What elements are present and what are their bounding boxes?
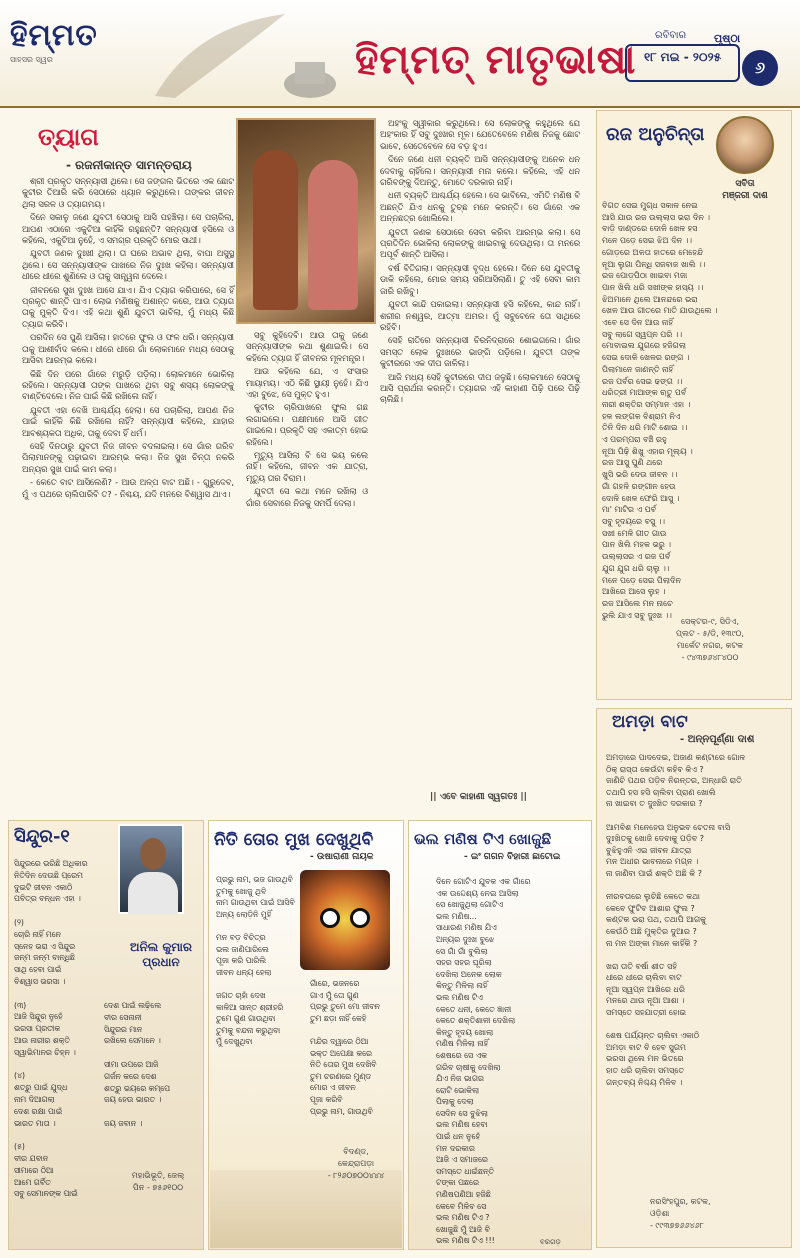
poem-line: ଭରସା ପ୍ରତୀକ bbox=[14, 1024, 61, 1034]
poem-line: ଭକ୍ତ ଅପେକ୍ଷା କରେ bbox=[310, 1048, 372, 1058]
poem-address-raja bbox=[640, 616, 780, 664]
poem-line: ଗାଏ ମୁଁ ତୋ ଗୁଣ bbox=[310, 990, 359, 1000]
story-paragraph: - କେତେ ବାଟ ଆସିଲେଣି? - ଆଉ ଅଳ୍ପ ବାଟ ଅଛି। - ଗୁରୁଦେବ, ମୁଁ ଏ ପଥରେ ଚାଲିପାରିବି ତ? - ନିଶ୍ଚୟ, ଯଦି ମନରେ ବିଶ୍ୱାସ ଥାଏ। bbox=[22, 477, 234, 499]
poem-line: (୨) bbox=[14, 917, 24, 927]
poem-line: ଶତ୍ରୁ ପାଇଁ ଯୁଦ୍ଧ bbox=[14, 1083, 68, 1093]
poem-line: ପୂଜା କରିବି bbox=[310, 1094, 343, 1104]
poem-line: ବିଗତ ସେଇ ମୁଗ୍ଧ ସକାଳ ନେଇ bbox=[602, 201, 698, 210]
story-paragraph: ଅହଂକୁ ସ୍ୱୀକାର କରୁଥିଲେ। ସେ ଲୋକଙ୍କୁ କହୁଥିଲେ ଯେ ଅହଂକାର ହିଁ ସବୁ ଦୁଃଖର ମୂଳ। ଯେତେବେଳେ ମଣିଷ ନିଜକୁ ଛୋଟ ଭାବେ, ସେତେବେଳେ ସେ ବଡ଼ ହୁଏ। bbox=[380, 118, 580, 151]
poem-body-niti-1 bbox=[216, 874, 306, 1074]
poem-line: ଏକ ଉଦ୍ଦେଶ୍ୟ ନେଇ ଆସିଲା bbox=[436, 888, 519, 898]
deity-eye-left bbox=[320, 908, 340, 928]
poem-line: ଉଲ୍ଲାସର ଏ ରଜ ପର୍ବ bbox=[602, 552, 671, 562]
story-title: ତ୍ୟାଗ bbox=[38, 122, 99, 151]
story-paragraph: ଆଉ କହିଲେ ଯେ, ଏ ସଂସାର ମାୟାମୟ। ଏଠି କିଛି ସ୍ଥାୟୀ ନୁହେଁ। ଯିଏ ଏହା ବୁଝେ, ସେ ମୁକ୍ତ ହୁଏ। bbox=[246, 366, 368, 400]
poem-line: ଖୋଜୁଛି ମୁଁ ଆଜି ବି bbox=[436, 1224, 491, 1234]
poem-line: ପାନ ଖିଲି ଧରି ସଖୀଙ୍କ ହାସ୍ୟ ।। bbox=[602, 282, 704, 292]
poem-line: ମନରେ ଥାଉ ନୂଆ ଆଶା । bbox=[606, 996, 685, 1006]
poem-line: ବିଦଣ୍ଡ, bbox=[343, 1147, 369, 1156]
poem-line: ମହାଭିଭୂତି, ଜେଲ୍ bbox=[131, 1171, 185, 1180]
poem-title-bhala: ଭଲ ମଣିଷ ଟିଏ ଖୋଜୁଛି bbox=[414, 830, 552, 848]
story-paragraph: ଦିନେ ଜଣେ ଧନୀ ବ୍ୟକ୍ତି ଆସି ସନ୍ନ୍ୟାସୀଙ୍କୁ ଅନେକ ଧନ ଦେବାକୁ ଚାହିଁଲେ। ସନ୍ନ୍ୟାସୀ ମନା କଲେ। କହିଲେ, ଏହି ଧନ ଗରିବଙ୍କୁ ଦିଅନ୍ତୁ, ମୋତେ ଦରକାର ନାହିଁ। bbox=[380, 154, 580, 188]
poem-line: ତିନି ଦିନ ଧରି ମାଟି ଶୋଇ ।। bbox=[602, 423, 688, 433]
story-column-1 bbox=[22, 176, 234, 816]
poem-line: ଶେଷ ପର୍ଯ୍ୟନ୍ତ ଚାଲିବା ଏକାଠି bbox=[606, 1031, 700, 1041]
photo-body bbox=[128, 872, 178, 914]
author-name: ମଞ୍ଜରୀ ଦାଶ bbox=[722, 191, 768, 201]
poem-line: (୪) bbox=[14, 1071, 26, 1081]
story-paragraph: ଦିନେ ସକାଳୁ ଜଣେ ଯୁବତୀ ସେଠାକୁ ଆସି ପହଞ୍ଚିଲା। ସେ ପଚାରିଲା, ଆପଣ ଏଠାରେ ଏକୁଟିଆ କାହିଁକି ରହୁଛନ୍ତି? ସନ୍ନ୍ୟାସୀ ହସିଲେ ଓ କହିଲେ, ଏକୁଟିଆ ନୁହେଁ, ଏ ସମଗ୍ର ପ୍ରକୃତି ମୋର ସାଥୀ। bbox=[22, 212, 234, 246]
poem-line: କେବେ ମିଳିବ ସେ bbox=[436, 1201, 487, 1211]
poem-line: ମୋବାଇଲ ଯୁଗରେ ହଜିଗଲା bbox=[602, 341, 686, 351]
poem-line: ଅନ୍ୟର ଦୁଃଖ ବୁଝେ bbox=[436, 934, 495, 944]
story-end-note: || ଏବେ କାହାଣୀ ସ୍ୱଗତଃ || bbox=[430, 792, 527, 802]
poem-line: ମନ ଦରକାର bbox=[436, 1143, 475, 1153]
poem-line: ଓଡ଼ିଶା bbox=[650, 1209, 670, 1218]
poem-line: ଗୋଡ଼ରେ ଅଳତା ହାତରେ ମେହେନ୍ଦି bbox=[602, 247, 704, 257]
poem-line bbox=[606, 949, 786, 961]
poem-line: ମାର୍କେଟ ନଗର, କଟକ bbox=[677, 641, 743, 650]
poem-line: ଭାରତ ମାତା । bbox=[14, 1118, 56, 1128]
poem-line: ଗନ୍ତବ୍ୟ ନିଶ୍ଚୟ ମିଳିବ । bbox=[606, 1077, 683, 1087]
poem-line: ଆଜି ଏ ସମାଜରେ bbox=[436, 1155, 488, 1165]
poem-line: କିନ୍ତୁ ମିଳିଲା ନାହିଁ bbox=[436, 981, 488, 991]
story-paragraph: ସେହି ରାତିରେ ସନ୍ନ୍ୟାସୀ ଚିରନିଦ୍ରାରେ ଶୋଇଗଲେ। ଗାଁର ସମସ୍ତ ଲୋକ ଦୁଃଖରେ ଭାଙ୍ଗି ପଡ଼ିଲେ। ଯୁବତୀ ତାଙ୍କ କୁଟୀରରେ ଏକ ଦୀପ ଜାଳିଲା। bbox=[380, 335, 580, 369]
poem-line bbox=[14, 1129, 114, 1141]
quill-inkpot-illustration bbox=[135, 6, 355, 102]
poem-line: ଯୁଗ ଯୁଗ ଧରି ଚାଲୁ ।। bbox=[602, 563, 670, 573]
poem-line: ତଥାପି ହସ ହସି ଚାଲିବା ପ୍ରାଣ ଖୋଲି bbox=[606, 787, 716, 797]
poem-line: ସଖୀ ମେଳି ଗୀତ ଗାଉ bbox=[602, 528, 667, 538]
poem-line: ଗରିବ ଚାଷୀକୁ ଦେଖିଲା bbox=[436, 1062, 501, 1072]
poem-line: ବୀର ସେନାନୀ bbox=[104, 1012, 142, 1022]
story-paragraph: କୁଟୀର ଚାରିପାଖରେ ଫୁଲ ଗଛ ଲଗାଇଲେ। ପକ୍ଷୀମାନେ ଆସି ଗୀତ ଗାଇଲେ। ପ୍ରକୃତି ସହ ଏକାତ୍ମ ହୋଇ ରହିଲେ। bbox=[246, 402, 368, 447]
poem-body-ama bbox=[606, 752, 786, 1172]
poem-line: ପବିତ୍ର ବନ୍ଧନ ଏହା । bbox=[14, 894, 81, 904]
poem-line: ବୀର ଯବାନ bbox=[14, 1153, 49, 1163]
poem-line: କେଉଁଠି ଅଛି ମୁକ୍ତିର ଦୁଆର ? bbox=[606, 926, 697, 936]
poem-line: ଝିଅମାନେ ଥିଲେ ଆନନ୍ଦରେ ଭରା bbox=[602, 294, 698, 304]
logo-wordmark: ହିମ୍ମତ bbox=[10, 18, 98, 53]
poem-line: ମଣିଷପଣିଆ ହଜିଛି bbox=[436, 1190, 491, 1200]
poem-title-raja: ରଜ ଅନୁଚିନ୍ତା bbox=[606, 124, 705, 145]
author-photo-raja bbox=[716, 116, 774, 174]
poem-line: ନୀରବତାରେ ଲୁଚିଛି କେତେ କଥା bbox=[606, 892, 700, 902]
page-label: ପୃଷ୍ଠା bbox=[714, 32, 741, 45]
poem-author-raja bbox=[700, 178, 790, 202]
poem-line: ଗାଁରେ, ଭଜନରେ bbox=[310, 979, 360, 988]
section-banner-title: ହିମ୍ମତ୍ ମାତୃଭାଷା bbox=[355, 36, 637, 83]
poem-author-bhala: - ଇଂ ଗଗନ ବିହାରୀ ଛାଟୋଇ bbox=[464, 852, 561, 862]
poem-line: ତୁମ ଛଡ଼ା ନାହିଁ କେହି bbox=[310, 1013, 367, 1023]
poem-address-sindura bbox=[118, 1170, 198, 1194]
poem-line: ସବୁ ହୃଦୟରେ ବସୁ ।। bbox=[602, 516, 666, 526]
poem-line bbox=[104, 1047, 200, 1059]
poem-line: ବାଡ଼ି ଦାଣ୍ଡରେ ଦୋଳି ଖେଳ ହସ bbox=[602, 224, 698, 234]
woman-figure bbox=[308, 160, 358, 310]
author-name-line1: ଅନିଲ କୁମାର bbox=[129, 940, 193, 954]
story-paragraph: ଯୁବତୀ ଜଣକ ସେଠାରେ ସେବା କରିବା ଆରମ୍ଭ କଲା। ସେ ପ୍ରତିଦିନ ଭୋକିଲା ଲୋକଙ୍କୁ ଖାଇବାକୁ ଦେଉଥିଲା। ତା ମନରେ ଅପୂର୍ବ ଶାନ୍ତି ଆସିଲା। bbox=[380, 226, 580, 260]
poem-line: ମନ ବଡ଼ ବିଚିତ୍ର bbox=[216, 932, 266, 942]
poem-line: ହଳ ଲଙ୍ଗଳ ବିଶ୍ରାମ ନିଏ bbox=[602, 411, 681, 421]
poem-line: ଦେଶ ପାଇଁ ଲଢ଼ିଲେ bbox=[104, 1001, 161, 1010]
poem-line: ଜାଣିଚି ପଥର ପଡ଼ିବ ନିରନ୍ତର, ଅନ୍ଧାରି ରାତି bbox=[606, 776, 742, 786]
poem-line: ନାମ ଦିଆଗଲା bbox=[14, 1094, 55, 1104]
poem-line: ହାତ ଧରି ଚାଲିବା ସମସ୍ତେ bbox=[606, 1066, 685, 1076]
poem-line: ରଜ ପର୍ବର ସେଇ ଢଙ୍ଗ ।। bbox=[602, 376, 683, 386]
poem-line: ଜୀବନ ଧନ୍ୟ ହେଲା bbox=[216, 967, 272, 977]
poem-line: ସହର ସହର ଘୂରିଲା bbox=[436, 958, 492, 968]
poem-line: ଦୁଃଖିତକୁ ଖୋଜି ଦେବାକୁ ପଡ଼ିବ ? bbox=[606, 834, 705, 844]
poem-line: ସେଇ ଦୋଳି ଖେଳର ରଙ୍ଗ । bbox=[602, 353, 690, 363]
logo-tagline: ସାହସର ସ୍ୱର bbox=[10, 55, 53, 64]
poem-line: ବିଶ୍ୱାସ ଭରସା । bbox=[14, 976, 66, 986]
poem-line: ନା ଖାଇବା ତ ଦୁଃଖିତ ଦରକାର ? bbox=[606, 799, 703, 809]
poem-line: ମନ୍ଦିର ଦ୍ୱାରେ ଠିଆ bbox=[310, 1036, 369, 1046]
poem-line: ଭଲ ମଣିଷ ଟିଏ !!! bbox=[436, 1236, 495, 1246]
jagannath-image bbox=[300, 870, 390, 970]
poem-line: (୩) bbox=[14, 1000, 27, 1010]
photo-face bbox=[140, 838, 166, 870]
poem-line: ସମସ୍ତେ ଧାଇଁଛନ୍ତି bbox=[436, 1166, 495, 1176]
story-column-3 bbox=[380, 118, 580, 808]
poem-line: ପିଲାକୁ ଦେଲା bbox=[436, 1097, 474, 1107]
poem-line: ନିତିଦିନ ଦେଉଛି ପ୍ରେମ bbox=[14, 870, 83, 880]
poem-title-ama: ଅମଡ଼ା ବାଟ bbox=[612, 712, 688, 732]
poem-line: କେତେ ଶକ୍ତିଶାଳୀ ଦେଖିଲା bbox=[436, 1016, 516, 1026]
poem-line: ନାରୀ ଶକ୍ତିର ସମ୍ମାନ ଏହା । bbox=[602, 399, 691, 409]
poem-line: ତୁମକୁ ଖୋଜୁ ଥିବି bbox=[216, 886, 267, 896]
poem-line: - ୯୯୩୭୭୬୬୪୬୮ bbox=[650, 1221, 704, 1230]
poem-line: ପୂଜା କରି ପାରିଲି bbox=[216, 956, 266, 966]
poem-line: ଆମବିଶ ମନେହେଉ ଅନୁଭବ ଚେତନା ବାସି bbox=[606, 822, 731, 832]
poem-line: ସବୁ ଲାଗେ ସ୍ୱପ୍ନ ପରି ।। bbox=[602, 329, 683, 339]
poem-body-sindura bbox=[14, 858, 114, 1238]
poem-line: ପିନ - ୭୫୬୧୦୦ bbox=[132, 1183, 184, 1192]
poem-line: ଗର୍ଜନ କରେ ଦେଶ bbox=[104, 1071, 157, 1081]
poem-line bbox=[104, 1106, 200, 1118]
poem-line: ପ୍ରଭୁ ନାମ, ଭଜ ଗାଉଥିବି bbox=[216, 875, 293, 884]
story-paragraph: ପରଦିନ ସେ ପୁଣି ଆସିଲା। ହାତରେ ଫୁଲ ଓ ଫଳ ଧରି। ସନ୍ନ୍ୟାସୀ ତାକୁ ଆଶୀର୍ବାଦ କଲେ। ଧୀରେ ଧୀରେ ଗାଁ ଲୋକମାନେ ମଧ୍ୟ ସେଠାକୁ ଆସିବା ଆରମ୍ଭ କଲେ। bbox=[22, 332, 234, 366]
poem-line: ଦେଖିଲା ଅନେକ ଲୋକ bbox=[436, 969, 502, 979]
poem-title-sindura: ସିନ୍ଦୁର-୧ bbox=[14, 826, 70, 847]
poem-author-ama: - ଅନ୍ନପୂର୍ଣ୍ଣା ଦାଶ bbox=[680, 734, 755, 745]
poem-line: ସମସ୍ତେ ସହଯାତ୍ରୀ ହୋଇ bbox=[606, 1008, 687, 1018]
story-paragraph: ସେହି ଦିନଠାରୁ ଯୁବତୀ ନିଜ ଜୀବନ ବଦଳାଇଲା। ସେ ଗାଁର ଗରିବ ପିଲାମାନଙ୍କୁ ପଢ଼ାଇବା ଆରମ୍ଭ କଲା। ନିଜ ସୁଖ ଚିନ୍ତା ନକରି ଅନ୍ୟର ସୁଖ ପାଇଁ କାମ କଲା। bbox=[22, 440, 234, 474]
poem-body-niti-2 bbox=[310, 978, 400, 1148]
poem-author-sindura bbox=[118, 940, 204, 970]
poem-line bbox=[606, 1019, 786, 1031]
issue-day: ରବିବାର bbox=[655, 30, 687, 41]
story-paragraph: କିଛି ଦିନ ପରେ ଗାଁରେ ମରୁଡ଼ି ପଡ଼ିଲା। ଲୋକମାନେ ଭୋକିଲା ରହିଲେ। ସନ୍ନ୍ୟାସୀ ତାଙ୍କ ପାଖରେ ଥିବା ସବୁ ଶସ୍ୟ ଲୋକଙ୍କୁ ବାଣ୍ଟିଦେଲେ। ନିଜ ପାଇଁ କିଛି ରଖିଲେ ନାହିଁ। bbox=[22, 368, 234, 402]
issue-date: ୧୮ ମଇ - ୨୦୨୫ bbox=[643, 50, 722, 64]
poem-line: ସୀମାରେ ଠିଆ bbox=[14, 1165, 54, 1175]
poem-line bbox=[216, 978, 306, 990]
poem-line: ସେକ୍ଟର-୯, ସିଡିଏ, bbox=[680, 617, 739, 626]
poem-line: ଧରିତ୍ରୀ ମାଆଙ୍କ ଋତୁ ପର୍ବ bbox=[602, 388, 687, 398]
poem-line: ପ୍ରଭୁ ତୁମେ ମୋ ଜୀବନ bbox=[310, 1002, 380, 1012]
poem-body-sindura-2 bbox=[104, 1000, 200, 1170]
poem-line: ଭୁଲି ଯାଏ ସବୁ ଦୁଃଖ ।। bbox=[602, 610, 672, 620]
poem-line: ନୂଆ ପିଢ଼ି ଶିଖୁ ଏହାର ମୂଲ୍ୟ । bbox=[602, 446, 693, 456]
poem-line: ପ୍ଲଟ - ୫/ଡି, ୧୩୯୦, bbox=[676, 629, 744, 638]
story-paragraph: ଧନୀ ବ୍ୟକ୍ତି ଆଶ୍ଚର୍ଯ୍ୟ ହେଲେ। ସେ ଭାବିଲେ, ଏମିତି ମଣିଷ ବି ଅଛନ୍ତି ଯିଏ ଧନକୁ ତୁଚ୍ଛ ମନେ କରନ୍ତି। ସେ ଗାଁରେ ଏକ ଅନ୍ନଛତ୍ର ଖୋଲିଲେ। bbox=[380, 190, 580, 224]
poem-address-ama bbox=[650, 1196, 711, 1232]
poem-line: ଠିକ୍ ରାସ୍ତା କେଉଁଟା କହିବ କିଏ ? bbox=[606, 764, 704, 774]
poem-line: ଦୋଳି ଖେଳ ଫେରି ଆସୁ । bbox=[602, 493, 680, 503]
poem-title-niti: ନିତି ତୋର ମୁଖ ଦେଖୁଥିବି bbox=[214, 830, 374, 850]
poem-line: ଅମଡ଼ାରେ ପାଦଦେଇ, ଅଜାଣ କଣ୍ଟାରେ ଗୋଳ bbox=[606, 753, 746, 762]
deity-eye-right bbox=[350, 908, 370, 928]
poem-line: ନରସିଂହପୁର, କଟକ, bbox=[650, 1197, 711, 1206]
poem-line: ମନ ଅଧୀର ଭାବନାରେ ମଗ୍ନ । bbox=[606, 857, 699, 867]
poem-line: ଗାଁ ଗହଳି ରଙ୍ଗୀନ ହେଉ bbox=[602, 481, 676, 491]
poem-line: ଜଗତ ଚାହାଁ ଦେଖ bbox=[216, 990, 266, 1000]
poem-line: ସେ ଗାଁ ଗାଁ ବୁଲିଲା bbox=[436, 946, 488, 956]
poem-line: ଚୋରି ନାହିଁ ମନେ bbox=[14, 929, 61, 939]
poem-line: ଭଲ ଜାଣିପାରିଲେ bbox=[216, 944, 269, 954]
issue-date-box bbox=[625, 44, 740, 82]
poem-line: ନାମ ଗାଉଥିବା ପାଇଁ ଆସିବି bbox=[216, 898, 295, 908]
story-paragraph: ବର୍ଷ ବିତିଗଲା। ସନ୍ନ୍ୟାସୀ ବୃଦ୍ଧ ହେଲେ। ଦିନେ ସେ ଯୁବତୀକୁ ଡାକି କହିଲେ, ମୋର ସମୟ ସରିଆସିଲାଣି। ତୁ ଏହି ସେବା କାମ ଜାରି ରଖିବୁ। bbox=[380, 262, 580, 296]
poem-line: ତୁମକୁ ବନ୍ଦନା କରୁଥିବା bbox=[216, 1025, 281, 1035]
publication-logo[interactable] bbox=[10, 18, 130, 78]
poem-line: ମନେ ପଡ଼େ ସେଇ ପିଲାଦିନ bbox=[602, 575, 682, 585]
poem-line: ଭଲ ମଣିଷ ଟିଏ ? bbox=[436, 1213, 490, 1223]
poem-address-niti bbox=[314, 1146, 398, 1182]
author-photo-sindura bbox=[118, 824, 184, 914]
poem-line: କେବେ ଫୁଟିବ ଆଶାର ଫୁଲ ? bbox=[606, 903, 695, 913]
poem-line: ସାଧାରଣ ମଣିଷ ଯିଏ bbox=[436, 923, 497, 933]
poem-line: ନା ମନ ଅଙ୍କା ମାନେ କାହିଁକି ? bbox=[606, 938, 698, 948]
poem-line bbox=[14, 988, 114, 1000]
poem-line: ସିନ୍ଦୁରରେ ଭରିଛି ଅଧିକାର bbox=[14, 859, 88, 868]
poem-line: ସେଦିନ ସେ ବୁଝିଲା bbox=[436, 1108, 488, 1118]
poem-line: ରଜ ପୋଡ଼ପିଠା ଖାଇବା ମଜା bbox=[602, 271, 688, 281]
story-paragraph: ଯୁବତୀ ଜଣକ ଦୁଃଖୀ ଥିଲା। ତା ଘରେ ଅଭାବ ଥିଲା, ବାପା ଅସୁସ୍ଥ ଥିଲେ। ସେ ସନ୍ନ୍ୟାସୀଙ୍କ ପାଖରେ ନିଜ ଦୁଃଖ କହିଲା। ସନ୍ନ୍ୟାସୀ ଧୀରେ ଧୀରେ ଶୁଣିଲେ ଓ ତାକୁ ସାନ୍ତ୍ୱନା ଦେଲେ। bbox=[22, 248, 234, 282]
poem-line: ତୁମେ ଗୁଣ ଗାଉଥିବା bbox=[216, 1014, 276, 1024]
author-name-line2: ପ୍ରଧାନ bbox=[142, 955, 180, 969]
poem-line: ଏ ପରମ୍ପରା ବଞ୍ଚି ରହୁ bbox=[602, 435, 667, 445]
poem-line: ତୁମ ଚରଣରେ ମୁଣ୍ଡ bbox=[310, 1071, 372, 1081]
poem-line: ଦିନେ ଗୋଟିଏ ଯୁବକ ଏକ ଗାଁରେ bbox=[436, 877, 531, 886]
poem-line: ଖୁସି ଭରି ଦେଉ ଜୀବନ ।। bbox=[602, 470, 678, 480]
poem-line: ଦୁଇଟି ଜୀବନ ଏକାଠି bbox=[14, 882, 73, 892]
poem-line: - ୯୪୩୭୬୪୮୪୦୦ bbox=[681, 653, 739, 662]
poem-line: ସେ ଖୋଜୁଥିଲା ଗୋଟିଏ bbox=[436, 900, 503, 910]
poem-line: ଆଉ ନାରୀର ଶକ୍ତି bbox=[14, 1035, 70, 1045]
poem-line bbox=[14, 905, 114, 917]
poem-line: ମଣିଷ ମିଳିଲା ନାହିଁ bbox=[436, 1039, 489, 1049]
poem-line: କେତେ ଧନୀ, କେତେ ଜ୍ଞାନୀ bbox=[436, 1004, 512, 1014]
poem-line: ଟଙ୍କା ପଛରେ bbox=[436, 1178, 479, 1188]
poem-line: ସିନ୍ଦୁରର ମାନ bbox=[104, 1024, 143, 1034]
page-number-badge: ୬ bbox=[742, 50, 778, 86]
poem-line: ନୂଆ ସ୍ୱପ୍ନ ଆଖିରେ ଧରି bbox=[606, 984, 685, 994]
poem-line: ଜୟ ଜବାନ । bbox=[104, 1118, 143, 1128]
poem-line: ଶତ୍ରୁ ଭୟରେ କମ୍ପେ bbox=[104, 1083, 170, 1093]
poem-line: ରୋଟି ଭୋକିଲା bbox=[436, 1085, 480, 1095]
poem-line: ରଜ ଆସୁ ପୁଣି ଥରେ bbox=[602, 458, 663, 468]
poem-line: ଶେଷରେ ସେ ଏକ bbox=[436, 1050, 488, 1060]
story-column-2 bbox=[246, 330, 368, 810]
poem-line: କାଳିଆ ସାନ୍ତ ଶ୍ରୀହରି bbox=[216, 1002, 284, 1012]
author-label: ସବିତା bbox=[735, 179, 755, 189]
story-paragraph: ଯୁବତୀ ଏହା ଦେଖି ଆଶ୍ଚର୍ଯ୍ୟ ହେଲା। ସେ ପଚାରିଲା, ଆପଣ ନିଜ ପାଇଁ କାହିଁକି କିଛି ରଖିଲେ ନାହିଁ? ସନ୍ନ୍ୟାସୀ କହିଲେ, ଯାହାର ଆବଶ୍ୟକତା ଅଧିକ, ତାକୁ ଦେବା ହିଁ ଧର୍ମ। bbox=[22, 404, 234, 438]
poem-line: ରଜ ଆସିଲେ ମନ ନାଚେ bbox=[602, 598, 673, 608]
story-author: - ରଜନୀକାନ୍ତ ସାମନ୍ତରାୟ bbox=[66, 158, 192, 172]
poem-line: ଭଲ ମଣିଷ ଟିଏ bbox=[436, 992, 483, 1002]
poem-line: ଆଖିରେ ଆସେ ଲୁହ । bbox=[602, 587, 666, 597]
story-paragraph: ଯୁବତୀ କାନ୍ଦି ପକାଇଲା। ସନ୍ନ୍ୟାସୀ ହସି କହିଲେ, କାନ୍ଦ ନାହିଁ। ଶରୀର ନଶ୍ୱର, ଆତ୍ମା ଅମର। ମୁଁ ସବୁବେଳେ ତୋ ସାଥିରେ ରହିବି। bbox=[380, 299, 580, 332]
poem-line: ନା ଜାଣିବା ପାଇଁ ଶକ୍ତି ଅଛି କି ? bbox=[606, 868, 702, 878]
poem-line: କିନ୍ତୁ ହୃଦୟ ଖୋଲା bbox=[436, 1027, 494, 1037]
story-paragraph: ଶ୍ରୀ ପ୍ରକୃତ ସନ୍ନ୍ୟାସୀ ଥିଲେ। ସେ ଜଙ୍ଗଲ ଭିତରେ ଏକ ଛୋଟ କୁଟୀର ତିଆରି କରି ସେଠାରେ ଧ୍ୟାନ କରୁଥିଲେ। ତାଙ୍କର ଜୀବନ ଥିଲା ସରଳ ଓ ତ୍ୟାଗମୟ। bbox=[22, 176, 234, 209]
poem-line: ଆସି ଯାଉ ରଜ ଉଲ୍ଲାସ ଭରା ଦିନ । bbox=[602, 212, 710, 222]
poem-line: ଭଲ ମଣିଷ ହେବା bbox=[436, 1120, 488, 1130]
poem-line: ଧୀରେ ଧୀରେ ଚାଲିବା ବାଟ bbox=[606, 973, 682, 983]
story-paragraph: ସବୁ କୁହିଦେବି। ଆଉ ତାକୁ ଜଣେ ସନ୍ନ୍ୟାସୀଙ୍କ କଥା ଶୁଣାଇଲି। ସେ କହିଲେ ତ୍ୟାଗ ହିଁ ଜୀବନର ମୂଳମନ୍ତ୍ର। bbox=[246, 330, 368, 363]
poem-line: କେନ୍ଦ୍ରାପଡ଼ା bbox=[337, 1159, 375, 1168]
poem-line bbox=[606, 880, 786, 892]
story-paragraph: ଜୀବନରେ ସୁଖ ଦୁଃଖ ଆସେ ଯାଏ। ଯିଏ ତ୍ୟାଗ କରିପାରେ, ସେ ହିଁ ପ୍ରକୃତ ଶାନ୍ତି ପାଏ। ଲୋଭ ମଣିଷକୁ ଅଶାନ୍ତ କରେ, ଆଉ ତ୍ୟାଗ ତାକୁ ମୁକ୍ତି ଦିଏ। ଏହି କଥା ଶୁଣି ଯୁବତୀ ଭାବିଲା, ମୁଁ ମଧ୍ୟ କିଛି ତ୍ୟାଗ କରିବି। bbox=[22, 284, 234, 329]
poem-line: ରଖିଲେ ସେମାନେ । bbox=[104, 1036, 161, 1046]
poem-line: ଖେଳ ଆଉ ଗୀତରେ ମାତି ଯାଉଥିଲେ । bbox=[602, 306, 718, 316]
story-paragraph: ଯୁବତୀ ସେ କଥା ମନେ ରଖିଲା ଓ ଗାଁର ସେବାରେ ନିଜକୁ ସମର୍ପି ଦେଲା। bbox=[246, 486, 368, 508]
poem-line bbox=[310, 1024, 400, 1036]
masthead bbox=[0, 0, 800, 108]
poem-line: ନୂଆ ଲୁଗା ପିନ୍ଧି ସଜବାଜ ଖାଲି ।। bbox=[602, 259, 706, 269]
story-paragraph: ଆଜି ମଧ୍ୟ ସେହି କୁଟୀରରେ ଦୀପ ଜଳୁଛି। ଲୋକମାନେ ସେଠାକୁ ଆସି ପ୍ରାର୍ଥନା କରନ୍ତି। ତ୍ୟାଗର ଏହି କାହାଣୀ ପିଢ଼ି ପରେ ପିଢ଼ି ଚାଲିଛି। bbox=[380, 371, 580, 405]
poem-line: ଆଜି ସିନ୍ଦୁର ନୁହେଁ bbox=[14, 1012, 63, 1022]
poem-line: ବୁଝିହୁଏନି ଏଇ ଜୀବନ ଯାତ୍ରା bbox=[606, 845, 692, 855]
poem-line: ଅମଡ଼ା ବାଟ ବି ହେବ ସୁଗମ bbox=[606, 1042, 686, 1052]
poem-line: ଜନ୍ମ ଜନ୍ମ ବାନ୍ଧିଛି bbox=[14, 953, 75, 963]
poem-end-note-bhala: ବରଗଡ଼ bbox=[540, 1238, 561, 1246]
poem-line: ଅନ୍ୟ ଲୋଡ଼ିନି ମୁହିଁ bbox=[216, 909, 272, 919]
poem-line: ପାନ ଖିଲି ମହକ ଭରୁ । bbox=[602, 540, 671, 550]
poem-line: ଆମେ ଗର୍ବିତ bbox=[14, 1177, 51, 1187]
poem-line: ଏବେ ସେ ଦିନ ଆଉ ନାହିଁ bbox=[602, 318, 674, 328]
poem-line: ଯିଏ ନିଜ ଭାଗର bbox=[436, 1074, 484, 1084]
story-paragraph: ମୃତ୍ୟୁ ଆସିଲା ବି ସେ ଭୟ କଲେ ନାହିଁ। କହିଲେ, ଜୀବନ ଏକ ଯାତ୍ରା, ମୃତ୍ୟୁ ତାର ବିରାମ। bbox=[246, 450, 368, 483]
sage-figure bbox=[253, 150, 298, 310]
poem-line: ମୁଁ ଦେଖୁଥିବା bbox=[216, 1037, 253, 1047]
poem-line: ମା' ମାଟିର ଏ ପର୍ବ bbox=[602, 505, 657, 515]
poem-line: ସ୍ୱାଭିମାନର ଚିହ୍ନ । bbox=[14, 1047, 76, 1057]
poem-line: ମନେ ପଡ଼େ ସେଇ ଝିଅ ଦିନ ।। bbox=[602, 236, 692, 246]
poem-line: କଣ୍ଟକ ଭରା ପଥ, ତଥାପି ଆଗକୁ bbox=[606, 915, 707, 925]
poem-line: ସ୍ନେହ ଭରା ଏ ସିନ୍ଦୁର bbox=[14, 941, 76, 951]
poem-line: ଦେଶ ରକ୍ଷା ପାଇଁ bbox=[14, 1106, 63, 1116]
poem-line: ଭରସା ଥିଲେ ମନ ଭିତରେ bbox=[606, 1054, 684, 1064]
story-illustration bbox=[236, 118, 376, 324]
poem-line: ସୀମା ଉପରେ ଆଜି bbox=[104, 1059, 159, 1069]
poem-line: ନିତି ତୋର ମୁଖ ଦେଖିବି bbox=[310, 1060, 377, 1070]
poem-line: ସାଥି ହେବା ପାଇଁ bbox=[14, 965, 62, 975]
poem-line bbox=[216, 920, 306, 932]
poem-line: ପିଲାମାନେ ଜାଣନ୍ତି ନାହିଁ bbox=[602, 364, 674, 374]
poem-line bbox=[606, 810, 786, 822]
poem-line: ଭଲ ମଣିଷ... bbox=[436, 911, 477, 921]
poem-line: ମୋର ଏ ଜୀବନ bbox=[310, 1083, 356, 1093]
poem-line: ଜୟ ହେଉ ଭାରତ । bbox=[104, 1095, 162, 1105]
poem-line: ପ୍ରଭୁ ନାମ, ଗାଉଥିବି bbox=[310, 1106, 373, 1116]
poem-line: - ୮୨୬୦୭୦୦୪୪୪ bbox=[327, 1171, 385, 1180]
poem-line: ସବୁ ସେମାନଙ୍କ ପାଇଁ bbox=[14, 1189, 78, 1199]
poem-line: (୫) bbox=[14, 1142, 25, 1152]
poem-line: ଖରା ତାତି ବର୍ଷା ଶୀତ ସହି bbox=[606, 961, 678, 971]
poem-author-niti: - ଉଷାରାଣୀ ନାୟକ bbox=[310, 852, 374, 862]
poem-line: ପାଇଁ ଧନ ନୁହେଁ bbox=[436, 1132, 481, 1142]
poem-line bbox=[14, 1059, 114, 1071]
poem-body-raja bbox=[602, 200, 788, 620]
